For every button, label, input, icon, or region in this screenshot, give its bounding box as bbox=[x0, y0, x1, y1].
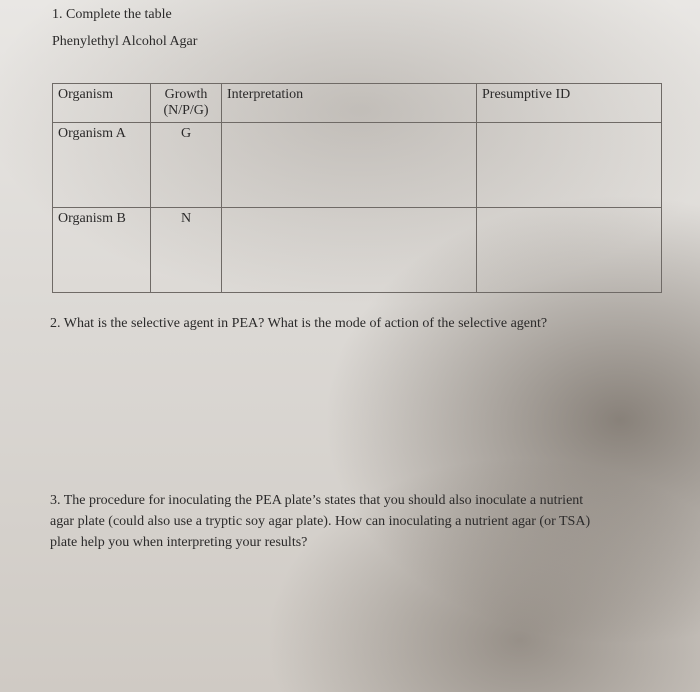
cell-growth-b: N bbox=[151, 208, 222, 293]
question-3-line: 3. The procedure for inoculating the PEA plate’s states that you should also inoculate a nutrient bbox=[50, 493, 584, 508]
cell-growth-a: G bbox=[151, 123, 222, 208]
question-3 bbox=[50, 490, 680, 553]
cell-presumptive-id-b[interactable] bbox=[477, 208, 662, 293]
table-header-row bbox=[53, 84, 662, 123]
table-subtitle: Phenylethyl Alcohol Agar bbox=[52, 34, 198, 49]
question-1-heading: 1. Complete the table bbox=[52, 7, 172, 22]
cell-interpretation-a[interactable] bbox=[222, 123, 477, 208]
table-row bbox=[53, 123, 662, 208]
table-row bbox=[53, 208, 662, 293]
cell-organism-a: Organism A bbox=[53, 123, 151, 208]
results-table bbox=[52, 83, 662, 293]
header-growth-label: Growth bbox=[164, 87, 208, 102]
header-organism: Organism bbox=[53, 84, 151, 123]
header-growth bbox=[151, 84, 222, 123]
question-2: 2. What is the selective agent in PEA? What is the mode of action of the selective agent? bbox=[50, 316, 548, 331]
cell-interpretation-b[interactable] bbox=[222, 208, 477, 293]
question-3-line: agar plate (could also use a tryptic soy agar plate). How can inoculating a nutrient agar (or TSA) bbox=[50, 514, 591, 529]
cell-organism-b: Organism B bbox=[53, 208, 151, 293]
header-interpretation: Interpretation bbox=[222, 84, 477, 123]
question-3-line: plate help you when interpreting your results? bbox=[50, 535, 308, 550]
header-growth-codes: (N/P/G) bbox=[163, 103, 209, 118]
cell-presumptive-id-a[interactable] bbox=[477, 123, 662, 208]
header-presumptive-id: Presumptive ID bbox=[477, 84, 662, 123]
